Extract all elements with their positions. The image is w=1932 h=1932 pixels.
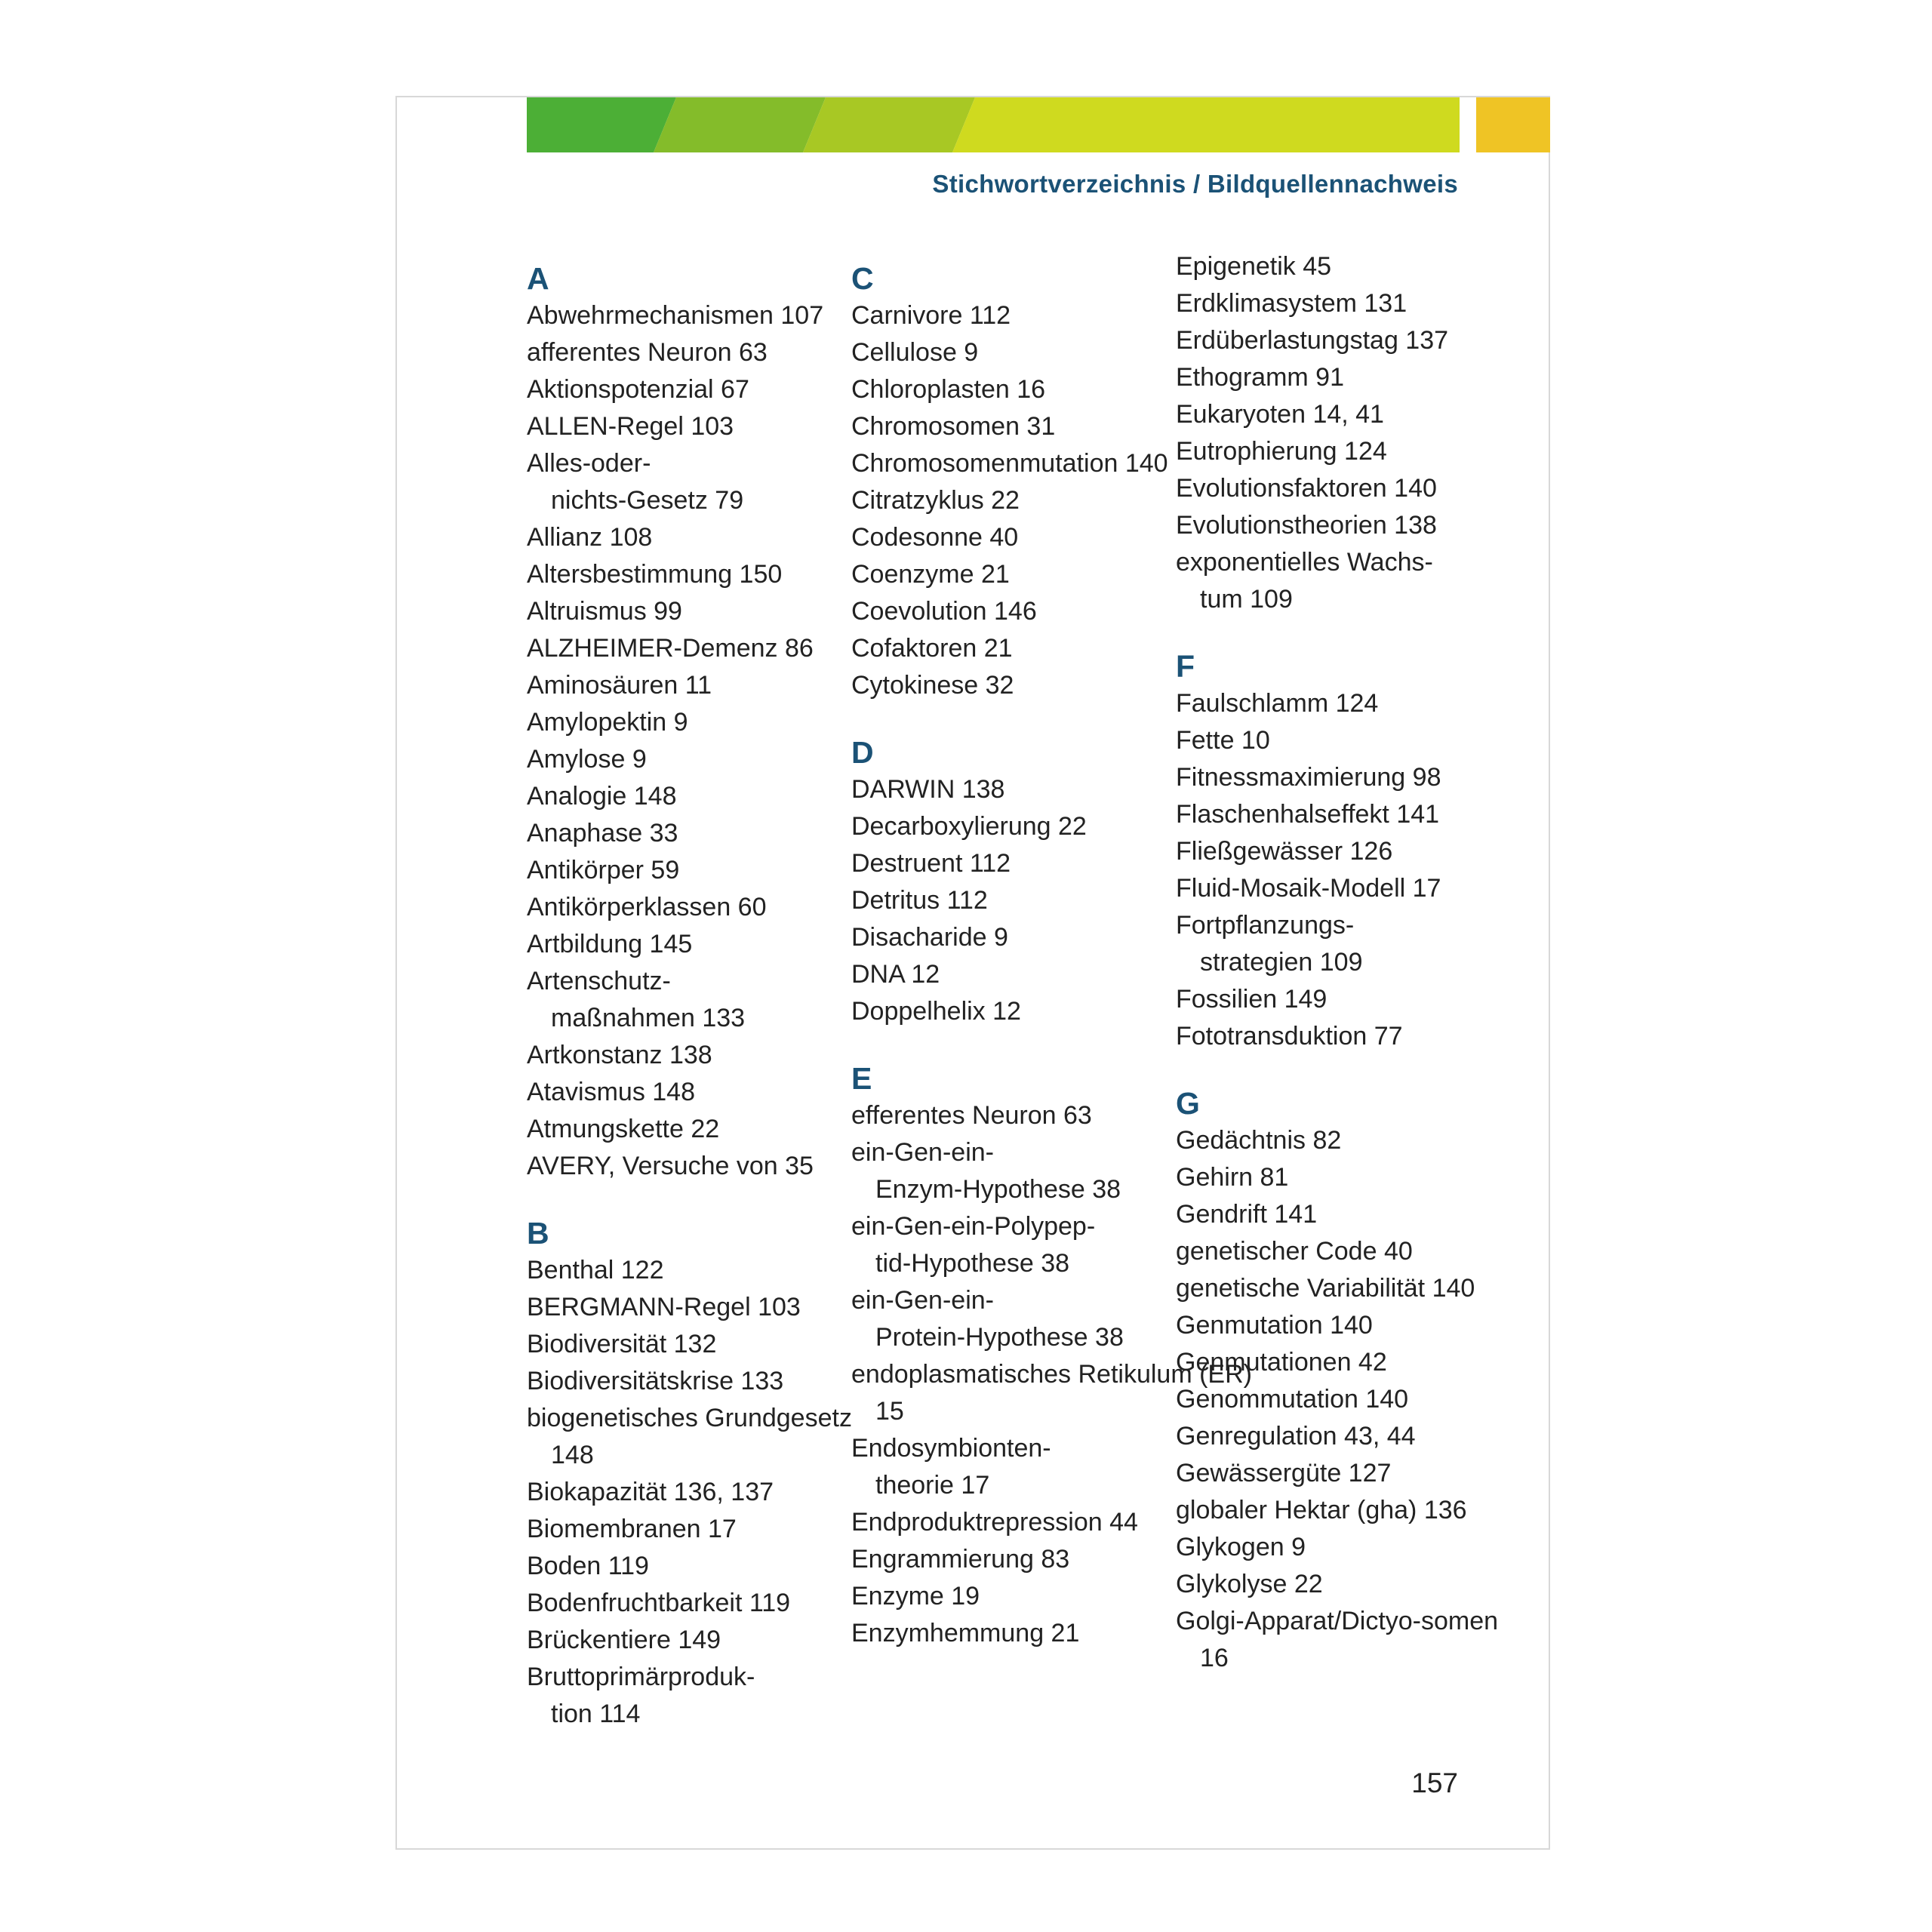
index-entry: Genommutation 140 [1176,1385,1409,1414]
index-entry: Fluid-Mosaik-Modell 17 [1176,874,1441,903]
index-entry: Eukaryoten 14, 41 [1176,400,1384,429]
index-entry: Cofaktoren 21 [851,634,1013,663]
index-entry: Endosymbionten- theorie 17 [851,1434,1051,1500]
index-entry: Codesonne 40 [851,523,1019,552]
index-entry: Fossilien 149 [1176,985,1327,1014]
index-entry: Altruismus 99 [527,597,682,626]
index-entry: ein-Gen-ein- Protein-Hypothese 38 [851,1286,1124,1352]
color-bar-segment-2 [654,97,826,152]
index-entry: Erdklimasystem 131 [1176,289,1407,318]
index-entry: Fließgewässer 126 [1176,837,1393,866]
index-entry: biogenetisches Grundgesetz 148 [527,1404,852,1469]
index-column-3 [1176,252,1499,1677]
index-entry: Doppelhelix 12 [851,997,1021,1026]
index-entry: Gewässergüte 127 [1176,1459,1392,1487]
index-entry: Benthal 122 [527,1256,664,1284]
index-entry: ein-Gen-ein- Enzym-Hypothese 38 [851,1138,1121,1204]
color-bar-segment-1 [527,97,676,152]
index-entry: DNA 12 [851,960,940,989]
index-entry: Detritus 112 [851,886,988,915]
index-entry: afferentes Neuron 63 [527,338,768,367]
index-entry: Anaphase 33 [527,819,678,848]
index-entry: Carnivore 112 [851,301,1011,330]
index-entry: Antikörper 59 [527,856,680,884]
index-entry: ein-Gen-ein-Polypep- tid-Hypothese 38 [851,1212,1096,1278]
index-entry: Golgi-Apparat/Dictyo-somen 16 [1176,1607,1499,1672]
index-entry: Amylose 9 [527,745,647,774]
index-entry: Ethogramm 91 [1176,363,1344,392]
section-letter: F [1176,649,1195,684]
index-entry: Biokapazität 136, 137 [527,1478,774,1506]
index-entry: Genmutation 140 [1176,1311,1373,1340]
index-entry: Coevolution 146 [851,597,1037,626]
index-entry: Antikörperklassen 60 [527,893,767,921]
index-entry: Coenzyme 21 [851,560,1010,589]
index-entry: Cytokinese 32 [851,671,1014,700]
index-entry: Evolutionsfaktoren 140 [1176,474,1437,503]
index-entry: Flaschenhalseffekt 141 [1176,800,1440,829]
index-entry: Biomembranen 17 [527,1515,737,1543]
index-entry: Biodiversitätskrise 133 [527,1367,784,1395]
index-entry: Engrammierung 83 [851,1545,1070,1574]
page-number: 157 [1411,1767,1458,1798]
index-entry: Chromosomen 31 [851,412,1056,441]
index-entry: Evolutionstheorien 138 [1176,511,1437,540]
index-entry: exponentielles Wachs- tum 109 [1176,548,1433,614]
corner-tab [1476,97,1550,152]
index-entry: Aktionspotenzial 67 [527,375,749,404]
index-entry: Alles-oder- nichts-Gesetz 79 [527,449,744,515]
index-entry: efferentes Neuron 63 [851,1101,1092,1130]
index-entry: ALZHEIMER-Demenz 86 [527,634,814,663]
index-entry: Aminosäuren 11 [527,671,712,700]
book-page [395,96,1550,1850]
index-section [527,1209,852,1733]
index-entry: DARWIN 138 [851,775,1005,804]
color-bar-segment-3 [803,97,975,152]
index-entry: genetischer Code 40 [1176,1237,1413,1266]
section-letter: C [851,261,874,296]
index-entry: Amylopektin 9 [527,708,688,737]
index-entry: Epigenetik 45 [1176,252,1332,281]
index-entry: AVERY, Versuche von 35 [527,1152,814,1180]
section-letter: G [1176,1086,1200,1121]
index-entry: Boden 119 [527,1552,649,1580]
index-entry: Chloroplasten 16 [851,375,1046,404]
index-entry: Citratzyklus 22 [851,486,1020,515]
index-entry: Eutrophierung 124 [1176,437,1387,466]
index-section [851,728,1168,1030]
index-entry: BERGMANN-Regel 103 [527,1293,801,1321]
index-entry: Fette 10 [1176,726,1270,755]
header-color-bar [527,97,1460,152]
index-entry: Fitnessmaximierung 98 [1176,763,1441,792]
index-entry: Biodiversität 132 [527,1330,717,1358]
index-entry: Decarboxylierung 22 [851,812,1087,841]
section-letter: A [527,261,549,296]
index-entry: Altersbestimmung 150 [527,560,783,589]
index-entry: Atmungskette 22 [527,1115,720,1143]
color-bar-segment-4 [952,97,1460,152]
index-section [851,254,1168,704]
index-entry: Genmutationen 42 [1176,1348,1387,1377]
index-entry: genetische Variabilität 140 [1176,1274,1475,1303]
color-bar-graphic [527,97,1460,152]
index-entry: Artbildung 145 [527,930,693,958]
index-entry: Enzymhemmung 21 [851,1619,1080,1647]
running-head: Stichwortverzeichnis / Bildquellennachweis [932,170,1458,198]
index-entry: Faulschlamm 124 [1176,689,1379,718]
index-entry: Destruent 112 [851,849,1011,878]
index-entry: Chromosomenmutation 140 [851,449,1168,478]
index-entry: Artkonstanz 138 [527,1041,712,1069]
section-letter: B [527,1216,549,1251]
index-entry: Bodenfruchtbarkeit 119 [527,1589,791,1617]
index-entry: Fototransduktion 77 [1176,1022,1403,1051]
index-entry: Fortpflanzungs- strategien 109 [1176,911,1363,977]
index-entry: Genregulation 43, 44 [1176,1422,1416,1451]
index-entry: Glykolyse 22 [1176,1570,1323,1598]
index-entry: Allianz 108 [527,523,653,552]
index-section [1176,1079,1499,1677]
index-entry: Atavismus 148 [527,1078,695,1106]
index-section [1176,642,1493,1055]
section-letter: E [851,1061,872,1096]
index-entry: globaler Hektar (gha) 136 [1176,1496,1467,1524]
index-entry: Brückentiere 149 [527,1626,721,1654]
index-section [1176,248,1493,618]
index-entry: Enzyme 19 [851,1582,980,1611]
index-entry: Gehirn 81 [1176,1163,1289,1192]
index-entry: Gedächtnis 82 [1176,1126,1342,1155]
index-entry: Cellulose 9 [851,338,979,367]
index-entry: ALLEN-Regel 103 [527,412,734,441]
index-entry: Endproduktrepression 44 [851,1508,1138,1537]
index-entry: Bruttoprimärproduk- tion 114 [527,1663,755,1728]
index-entry: Disacharide 9 [851,923,1008,952]
index-column-1 [527,254,852,1733]
index-entry: Glykogen 9 [1176,1533,1306,1561]
index-section [527,254,844,1185]
index-entry: Analogie 148 [527,782,677,811]
index-entry: endoplasmatisches Retikulum (ER) 15 [851,1360,1252,1426]
index-entry: Abwehrmechanismen 107 [527,301,824,330]
index-entry: Artenschutz- maßnahmen 133 [527,967,746,1032]
index-entry: Erdüberlastungstag 137 [1176,326,1449,355]
index-entry: Gendrift 141 [1176,1200,1318,1229]
section-letter: D [851,735,874,770]
